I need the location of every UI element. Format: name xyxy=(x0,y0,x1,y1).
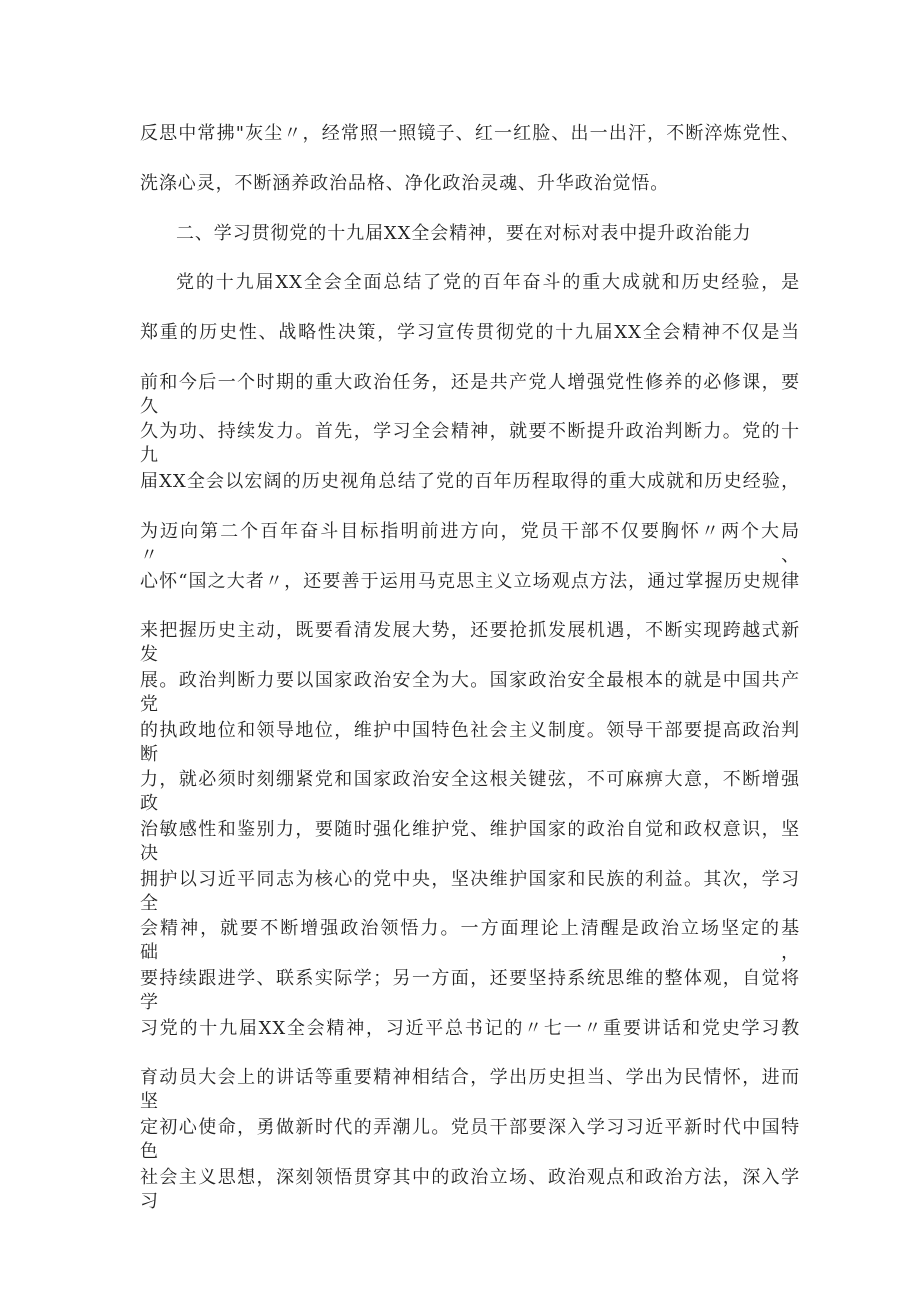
text-line: 定初心使命，勇做新时代的弄潮儿。党员干部要深入学习习近平新时代中国特色 xyxy=(140,1117,800,1162)
text-line: 习党的十九届XX全会精神，习近平总书记的〃七一〃重要讲话和党史学习教 xyxy=(140,1018,800,1039)
text-line: 党的十九届XX全会全面总结了党的百年奋斗的重大成就和历史经验，是 xyxy=(176,272,800,293)
text-line: 社会主义思想，深刻领悟贯穿其中的政治立场、政治观点和政治方法，深入学习 xyxy=(140,1167,800,1212)
text-line: 展。政治判断力要以国家政治安全为大。国家政治安全最根本的就是中国共产党 xyxy=(140,670,800,715)
text-line: 心怀“国之大者〃，还要善于运用马克思主义立场观点方法，通过掌握历史规律 xyxy=(140,571,800,592)
text-line: 前和今后一个时期的重大政治任务，还是共产党人增强党性修养的必修课，要久 xyxy=(140,372,800,417)
text-line: 反思中常拂"灰尘〃，经常照一照镜子、红一红脸、出一出汗，不断淬炼党性、 xyxy=(140,123,800,144)
text-line: 郑重的历史性、战略性决策，学习宣传贯彻党的十九届XX全会精神不仅是当 xyxy=(140,322,800,343)
text-line: 育动员大会上的讲话等重要精神相结合，学出历史担当、学出为民情怀，进而坚 xyxy=(140,1067,800,1112)
text-line: 久为功、持续发力。首先，学习全会精神，就要不断提升政治判断力。党的十九 xyxy=(140,421,800,466)
text-line: 拥护以习近平同志为核心的党中央，坚决维护国家和民族的利益。其次，学习全 xyxy=(140,869,800,914)
text-line: 来把握历史主动，既要看清发展大势，还要抢抓发展机遇，不断实现跨越式新发 xyxy=(140,620,800,665)
section-heading: 二、学习贯彻党的十九届XX全会精神，要在对标对表中提升政治能力 xyxy=(176,223,752,244)
text-line: 要持续跟进学、联系实际学；另一方面，还要坚持系统思维的整体观，自觉将学 xyxy=(140,968,800,1013)
text-line: 治敏感性和鉴别力，要随时强化维护党、维护国家的政治自觉和政权意识，坚决 xyxy=(140,819,800,864)
text-line: 洗涤心灵，不断涵养政治品格、净化政治灵魂、升华政治觉悟。 xyxy=(140,173,670,194)
text-line: 会精神，就要不断增强政治领悟力。一方面理论上清醒是政治立场坚定的基础， xyxy=(140,918,800,963)
text-line: 届XX全会以宏阔的历史视角总结了党的百年历程取得的重大成就和历史经验， xyxy=(140,471,800,492)
text-line: 力，就必须时刻绷紧党和国家政治安全这根关键弦，不可麻痹大意，不断增强政 xyxy=(140,769,800,814)
text-line: 为迈向第二个百年奋斗目标指明前进方向，党员干部不仅要胸怀〃两个大局〃、 xyxy=(140,521,800,566)
text-line: 的执政地位和领导地位，维护中国特色社会主义制度。领导干部要提高政治判断 xyxy=(140,720,800,765)
